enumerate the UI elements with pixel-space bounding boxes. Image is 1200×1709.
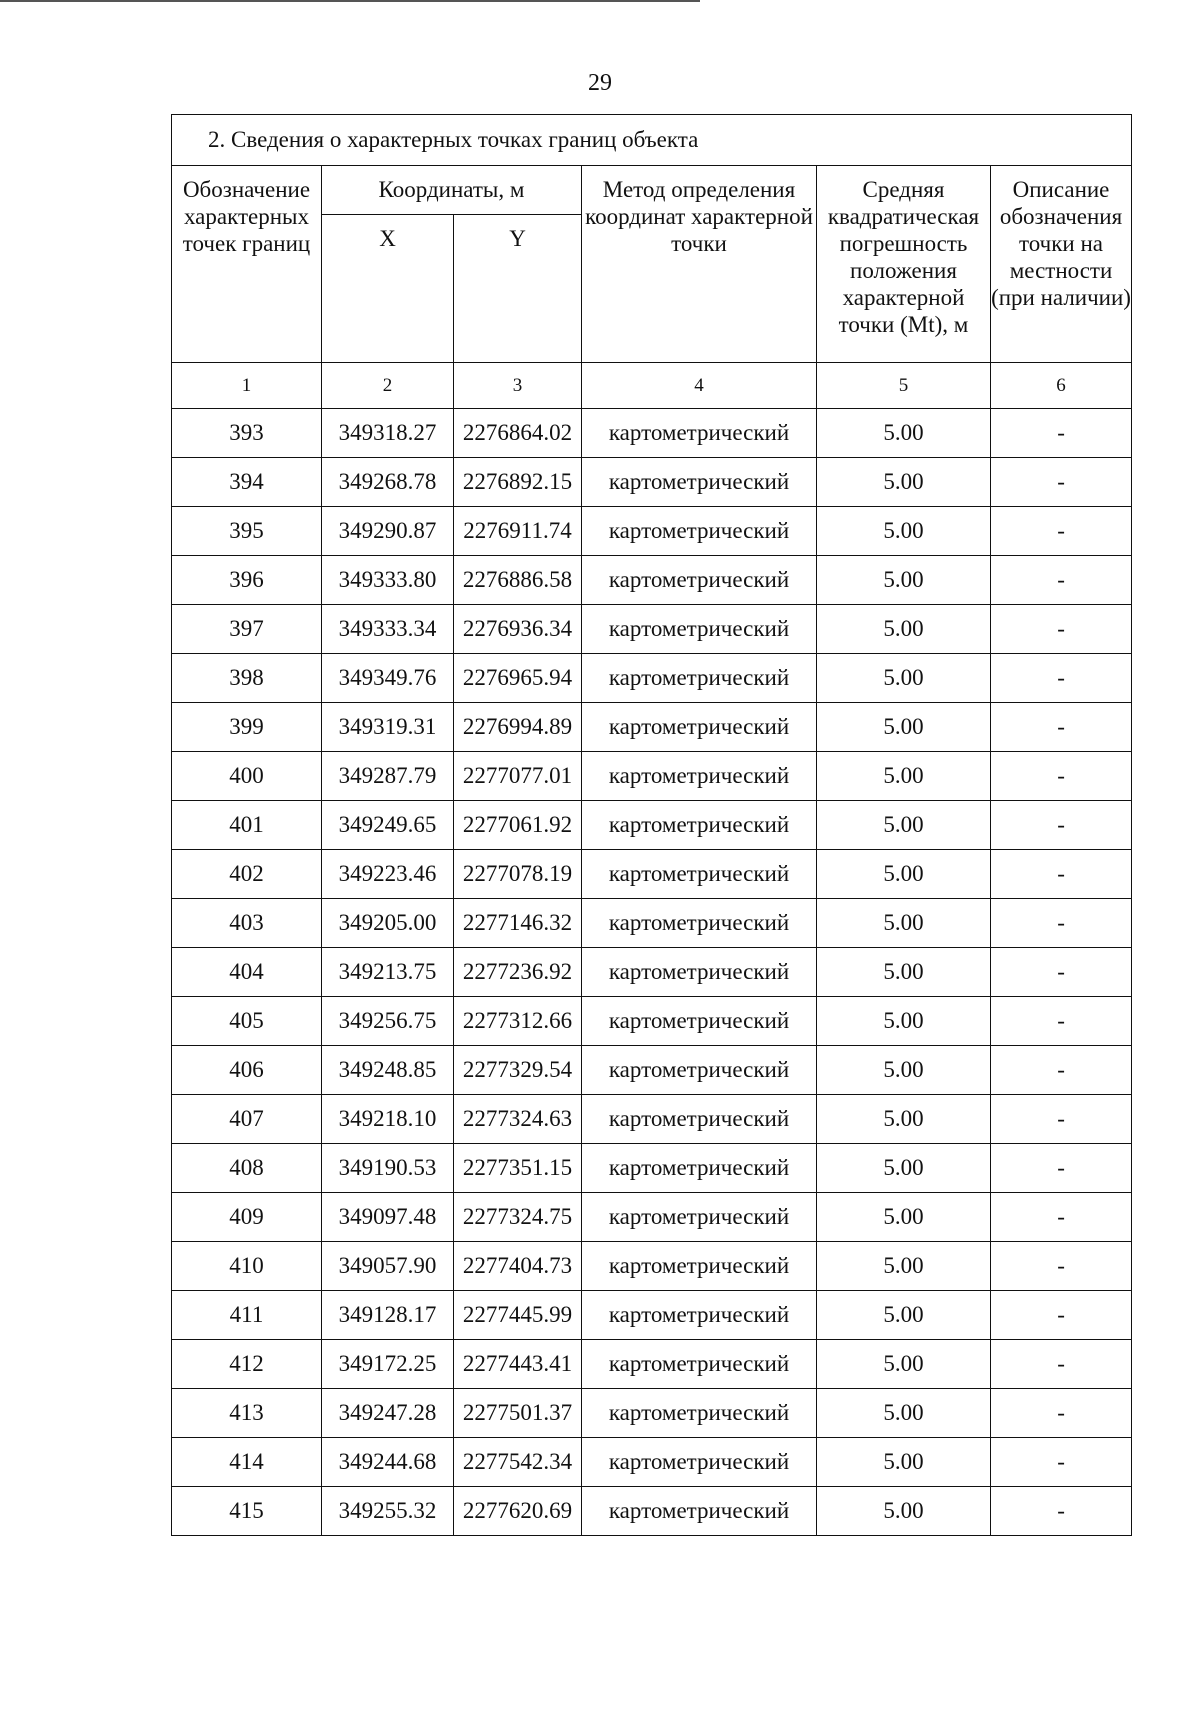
cell-description: - <box>991 997 1132 1046</box>
cell-error: 5.00 <box>817 1340 991 1389</box>
cell-error: 5.00 <box>817 605 991 654</box>
cell-description: - <box>991 556 1132 605</box>
cell-description: - <box>991 899 1132 948</box>
cell-y: 2276965.94 <box>454 654 582 703</box>
cell-method: картометрический <box>582 1389 817 1438</box>
cell-error: 5.00 <box>817 1291 991 1340</box>
cell-point: 395 <box>172 507 322 556</box>
cell-point: 402 <box>172 850 322 899</box>
header-y: Y <box>454 215 582 363</box>
cell-error: 5.00 <box>817 1389 991 1438</box>
cell-x: 349256.75 <box>322 997 454 1046</box>
cell-error: 5.00 <box>817 507 991 556</box>
cell-x: 349268.78 <box>322 458 454 507</box>
table-row <box>172 1046 1132 1095</box>
cell-x: 349097.48 <box>322 1193 454 1242</box>
table-row <box>172 1340 1132 1389</box>
cell-error: 5.00 <box>817 409 991 458</box>
table-row <box>172 1144 1132 1193</box>
cell-point: 413 <box>172 1389 322 1438</box>
cell-error: 5.00 <box>817 458 991 507</box>
header-x: X <box>322 215 454 363</box>
cell-x: 349218.10 <box>322 1095 454 1144</box>
cell-point: 407 <box>172 1095 322 1144</box>
cell-method: картометрический <box>582 1193 817 1242</box>
column-number: 4 <box>582 363 817 409</box>
cell-x: 349349.76 <box>322 654 454 703</box>
cell-y: 2277329.54 <box>454 1046 582 1095</box>
cell-method: картометрический <box>582 1438 817 1487</box>
cell-method: картометрический <box>582 556 817 605</box>
scan-edge-rule <box>0 0 700 2</box>
cell-x: 349244.68 <box>322 1438 454 1487</box>
cell-point: 393 <box>172 409 322 458</box>
cell-point: 404 <box>172 948 322 997</box>
cell-method: картометрический <box>582 1242 817 1291</box>
cell-method: картометрический <box>582 458 817 507</box>
column-number: 2 <box>322 363 454 409</box>
cell-method: картометрический <box>582 1487 817 1536</box>
cell-x: 349319.31 <box>322 703 454 752</box>
cell-x: 349057.90 <box>322 1242 454 1291</box>
cell-point: 412 <box>172 1340 322 1389</box>
cell-method: картометрический <box>582 1291 817 1340</box>
table-row <box>172 1291 1132 1340</box>
cell-error: 5.00 <box>817 997 991 1046</box>
cell-error: 5.00 <box>817 1046 991 1095</box>
column-number: 1 <box>172 363 322 409</box>
cell-description: - <box>991 654 1132 703</box>
cell-description: - <box>991 1242 1132 1291</box>
table-row <box>172 1389 1132 1438</box>
header-description: Описание обозначения точки на местности (при наличии) <box>991 166 1132 363</box>
cell-x: 349128.17 <box>322 1291 454 1340</box>
cell-y: 2277351.15 <box>454 1144 582 1193</box>
column-number: 6 <box>991 363 1132 409</box>
cell-description: - <box>991 1144 1132 1193</box>
cell-error: 5.00 <box>817 899 991 948</box>
cell-y: 2277324.63 <box>454 1095 582 1144</box>
column-number-row <box>172 363 1132 409</box>
cell-method: картометрический <box>582 703 817 752</box>
cell-y: 2277324.75 <box>454 1193 582 1242</box>
cell-method: картометрический <box>582 899 817 948</box>
cell-point: 399 <box>172 703 322 752</box>
cell-description: - <box>991 458 1132 507</box>
cell-method: картометрический <box>582 1095 817 1144</box>
cell-x: 349255.32 <box>322 1487 454 1536</box>
table-row <box>172 458 1132 507</box>
table-row <box>172 409 1132 458</box>
table-row <box>172 1193 1132 1242</box>
cell-y: 2277077.01 <box>454 752 582 801</box>
cell-method: картометрический <box>582 1144 817 1193</box>
cell-method: картометрический <box>582 507 817 556</box>
cell-point: 400 <box>172 752 322 801</box>
cell-description: - <box>991 850 1132 899</box>
page-number: 29 <box>588 70 612 96</box>
cell-point: 403 <box>172 899 322 948</box>
cell-method: картометрический <box>582 850 817 899</box>
cell-x: 349287.79 <box>322 752 454 801</box>
cell-point: 411 <box>172 1291 322 1340</box>
table-body <box>172 409 1132 1536</box>
cell-error: 5.00 <box>817 556 991 605</box>
header-designation: Обозначение характерных точек границ <box>172 166 322 363</box>
section-title: 2. Сведения о характерных точках границ объекта <box>172 115 1132 166</box>
cell-description: - <box>991 1438 1132 1487</box>
cell-x: 349249.65 <box>322 801 454 850</box>
cell-error: 5.00 <box>817 1193 991 1242</box>
table-row <box>172 1487 1132 1536</box>
cell-x: 349318.27 <box>322 409 454 458</box>
cell-point: 397 <box>172 605 322 654</box>
cell-y: 2276911.74 <box>454 507 582 556</box>
cell-y: 2277404.73 <box>454 1242 582 1291</box>
cell-error: 5.00 <box>817 850 991 899</box>
cell-y: 2276886.58 <box>454 556 582 605</box>
cell-x: 349248.85 <box>322 1046 454 1095</box>
cell-description: - <box>991 1291 1132 1340</box>
cell-x: 349333.34 <box>322 605 454 654</box>
cell-error: 5.00 <box>817 654 991 703</box>
cell-method: картометрический <box>582 801 817 850</box>
boundary-points-table <box>171 114 1132 1536</box>
cell-error: 5.00 <box>817 752 991 801</box>
cell-point: 410 <box>172 1242 322 1291</box>
cell-method: картометрический <box>582 605 817 654</box>
cell-x: 349205.00 <box>322 899 454 948</box>
table-row <box>172 556 1132 605</box>
cell-description: - <box>991 801 1132 850</box>
cell-y: 2277443.41 <box>454 1340 582 1389</box>
cell-x: 349290.87 <box>322 507 454 556</box>
cell-y: 2276994.89 <box>454 703 582 752</box>
cell-x: 349213.75 <box>322 948 454 997</box>
cell-point: 394 <box>172 458 322 507</box>
cell-y: 2277236.92 <box>454 948 582 997</box>
cell-description: - <box>991 752 1132 801</box>
cell-description: - <box>991 1340 1132 1389</box>
cell-error: 5.00 <box>817 1242 991 1291</box>
cell-description: - <box>991 1389 1132 1438</box>
cell-y: 2277078.19 <box>454 850 582 899</box>
cell-description: - <box>991 409 1132 458</box>
cell-description: - <box>991 507 1132 556</box>
table-row <box>172 801 1132 850</box>
cell-y: 2277061.92 <box>454 801 582 850</box>
cell-method: картометрический <box>582 654 817 703</box>
cell-description: - <box>991 605 1132 654</box>
cell-point: 406 <box>172 1046 322 1095</box>
cell-method: картометрический <box>582 1046 817 1095</box>
cell-point: 401 <box>172 801 322 850</box>
cell-x: 349333.80 <box>322 556 454 605</box>
cell-error: 5.00 <box>817 1144 991 1193</box>
cell-description: - <box>991 948 1132 997</box>
cell-method: картометрический <box>582 752 817 801</box>
column-number: 3 <box>454 363 582 409</box>
header-coordinates: Координаты, м <box>322 166 582 215</box>
table-row <box>172 1242 1132 1291</box>
cell-method: картометрический <box>582 409 817 458</box>
cell-y: 2276864.02 <box>454 409 582 458</box>
table-row <box>172 654 1132 703</box>
table-row <box>172 850 1132 899</box>
cell-method: картометрический <box>582 948 817 997</box>
cell-x: 349247.28 <box>322 1389 454 1438</box>
cell-point: 409 <box>172 1193 322 1242</box>
table-row <box>172 703 1132 752</box>
table-row <box>172 899 1132 948</box>
cell-point: 405 <box>172 997 322 1046</box>
cell-error: 5.00 <box>817 1438 991 1487</box>
cell-error: 5.00 <box>817 1095 991 1144</box>
table-row <box>172 948 1132 997</box>
cell-description: - <box>991 1193 1132 1242</box>
table-row <box>172 605 1132 654</box>
cell-x: 349190.53 <box>322 1144 454 1193</box>
table-row <box>172 997 1132 1046</box>
cell-y: 2277620.69 <box>454 1487 582 1536</box>
column-number: 5 <box>817 363 991 409</box>
cell-x: 349223.46 <box>322 850 454 899</box>
cell-point: 415 <box>172 1487 322 1536</box>
cell-y: 2277146.32 <box>454 899 582 948</box>
cell-description: - <box>991 1046 1132 1095</box>
cell-error: 5.00 <box>817 1487 991 1536</box>
cell-error: 5.00 <box>817 948 991 997</box>
cell-method: картометрический <box>582 1340 817 1389</box>
cell-y: 2277542.34 <box>454 1438 582 1487</box>
cell-method: картометрический <box>582 997 817 1046</box>
cell-point: 398 <box>172 654 322 703</box>
table-row <box>172 507 1132 556</box>
cell-point: 408 <box>172 1144 322 1193</box>
cell-description: - <box>991 1095 1132 1144</box>
cell-description: - <box>991 1487 1132 1536</box>
cell-y: 2277312.66 <box>454 997 582 1046</box>
cell-error: 5.00 <box>817 703 991 752</box>
cell-y: 2277501.37 <box>454 1389 582 1438</box>
cell-x: 349172.25 <box>322 1340 454 1389</box>
cell-y: 2277445.99 <box>454 1291 582 1340</box>
cell-y: 2276936.34 <box>454 605 582 654</box>
table-row <box>172 1095 1132 1144</box>
header-error: Средняя квадратическая погрешность положения характерной точки (Mt), м <box>817 166 991 363</box>
table-row <box>172 752 1132 801</box>
cell-y: 2276892.15 <box>454 458 582 507</box>
cell-description: - <box>991 703 1132 752</box>
cell-point: 414 <box>172 1438 322 1487</box>
header-method: Метод определения координат характерной точки <box>582 166 817 363</box>
table-row <box>172 1438 1132 1487</box>
cell-error: 5.00 <box>817 801 991 850</box>
cell-point: 396 <box>172 556 322 605</box>
